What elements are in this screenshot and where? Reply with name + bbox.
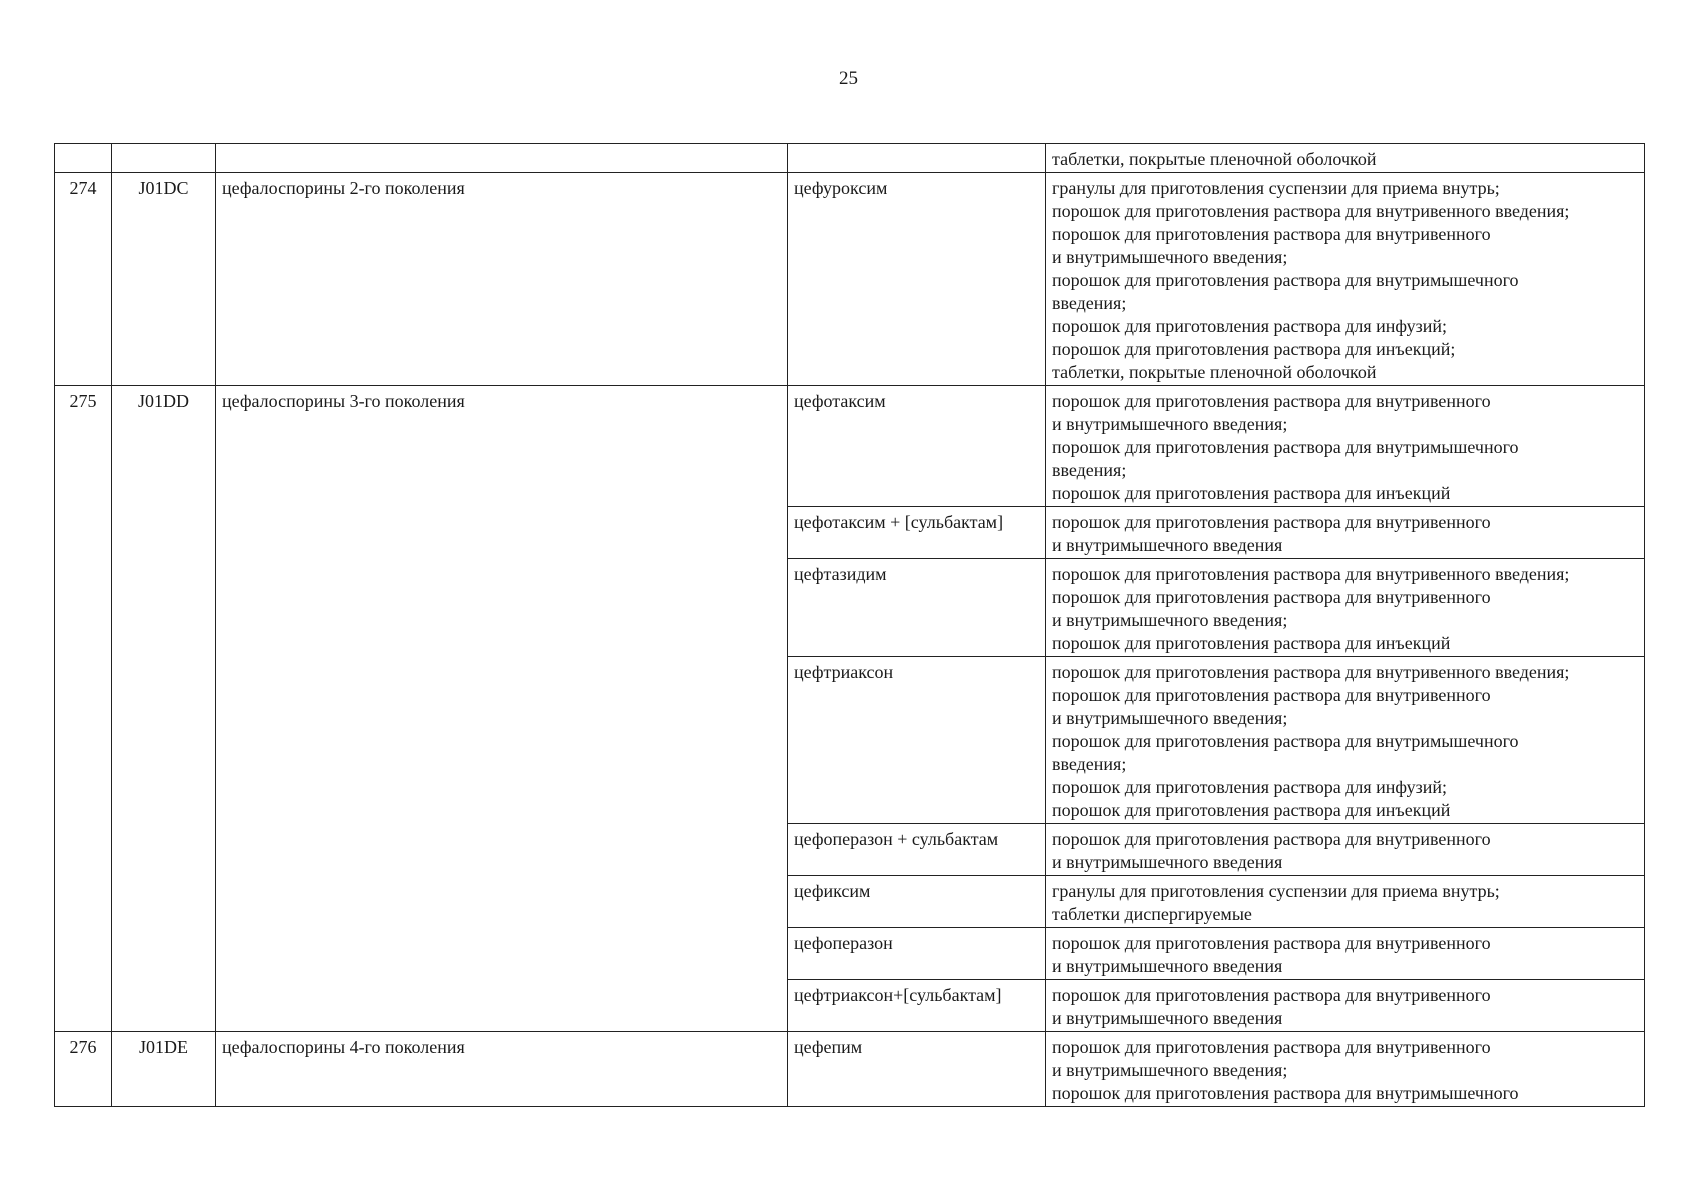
dosage-forms — [1046, 928, 1645, 980]
dosage-form-line: порошок для приготовления раствора для инфузий; — [1052, 777, 1448, 797]
row-number — [55, 144, 112, 173]
atc-code — [112, 144, 216, 173]
pharmacological-group: цефалоспорины 2-го поколения — [216, 173, 788, 386]
dosage-form-line: таблетки, покрытые пленочной оболочкой — [1052, 149, 1377, 169]
drug-name: цефуроксим — [788, 173, 1046, 386]
row-number: 274 — [55, 173, 112, 386]
dosage-form-line: порошок для приготовления раствора для внутривенного — [1052, 1037, 1491, 1057]
dosage-form-line: порошок для приготовления раствора для инъекций — [1052, 800, 1451, 820]
drug-table — [54, 143, 1645, 1107]
drug-name: цефоперазон + сульбактам — [788, 824, 1046, 876]
drug-name: цефотаксим — [788, 386, 1046, 507]
dosage-forms — [1046, 173, 1645, 386]
dosage-form-line: и внутримышечного введения — [1052, 1008, 1283, 1028]
pharmacological-group: цефалоспорины 4-го поколения — [216, 1032, 788, 1107]
dosage-form-line: порошок для приготовления раствора для инъекций — [1052, 483, 1451, 503]
drug-name: цефтазидим — [788, 559, 1046, 657]
table-row — [55, 144, 1645, 173]
dosage-form-line: и внутримышечного введения; — [1052, 708, 1288, 728]
dosage-form-line: порошок для приготовления раствора для внутривенного — [1052, 685, 1491, 705]
drug-name: цефоперазон — [788, 928, 1046, 980]
dosage-form-line: порошок для приготовления раствора для внутримышечного — [1052, 1083, 1519, 1103]
drug-name: цефепим — [788, 1032, 1046, 1107]
dosage-form-line: гранулы для приготовления суспензии для приема внутрь; — [1052, 881, 1500, 901]
dosage-form-line: и внутримышечного введения — [1052, 852, 1283, 872]
dosage-forms — [1046, 876, 1645, 928]
table-row — [55, 1032, 1645, 1107]
atc-code: J01DE — [112, 1032, 216, 1107]
dosage-form-line: таблетки диспергируемые — [1052, 904, 1252, 924]
dosage-form-line: порошок для приготовления раствора для внутримышечного — [1052, 731, 1519, 751]
dosage-form-line: порошок для приготовления раствора для внутривенного — [1052, 224, 1491, 244]
dosage-form-line: порошок для приготовления раствора для внутримышечного — [1052, 270, 1519, 290]
dosage-form-line: порошок для приготовления раствора для инъекций; — [1052, 339, 1456, 359]
page-number: 25 — [839, 68, 858, 89]
row-number: 275 — [55, 386, 112, 1032]
dosage-forms — [1046, 1032, 1645, 1107]
pharmacological-group: цефалоспорины 3-го поколения — [216, 386, 788, 1032]
dosage-form-line: порошок для приготовления раствора для инъекций — [1052, 633, 1451, 653]
row-number: 276 — [55, 1032, 112, 1107]
pharmacological-group — [216, 144, 788, 173]
atc-code: J01DD — [112, 386, 216, 1032]
dosage-form-line: порошок для приготовления раствора для внутривенного — [1052, 933, 1491, 953]
drug-name: цефотаксим + [сульбактам] — [788, 507, 1046, 559]
dosage-form-line: порошок для приготовления раствора для внутривенного введения; — [1052, 662, 1570, 682]
drug-name — [788, 144, 1046, 173]
dosage-form-line: порошок для приготовления раствора для инфузий; — [1052, 316, 1448, 336]
dosage-forms — [1046, 657, 1645, 824]
dosage-form-line: порошок для приготовления раствора для внутривенного введения; — [1052, 564, 1570, 584]
dosage-forms — [1046, 144, 1645, 173]
dosage-forms — [1046, 386, 1645, 507]
drug-name: цефтриаксон — [788, 657, 1046, 824]
dosage-form-line: введения; — [1052, 754, 1127, 774]
dosage-form-line: порошок для приготовления раствора для внутривенного — [1052, 512, 1491, 532]
dosage-forms — [1046, 559, 1645, 657]
dosage-form-line: введения; — [1052, 293, 1127, 313]
atc-code: J01DC — [112, 173, 216, 386]
dosage-form-line: порошок для приготовления раствора для внутривенного — [1052, 985, 1491, 1005]
dosage-form-line: порошок для приготовления раствора для внутривенного введения; — [1052, 201, 1570, 221]
drug-name: цефиксим — [788, 876, 1046, 928]
drug-name: цефтриаксон+[сульбактам] — [788, 980, 1046, 1032]
dosage-form-line: и внутримышечного введения; — [1052, 247, 1288, 267]
dosage-form-line: порошок для приготовления раствора для внутривенного — [1052, 391, 1491, 411]
dosage-form-line: и внутримышечного введения — [1052, 956, 1283, 976]
dosage-forms — [1046, 507, 1645, 559]
dosage-form-line: и внутримышечного введения; — [1052, 610, 1288, 630]
dosage-form-line: введения; — [1052, 460, 1127, 480]
dosage-form-line: порошок для приготовления раствора для внутривенного — [1052, 587, 1491, 607]
dosage-form-line: и внутримышечного введения; — [1052, 414, 1288, 434]
dosage-form-line: и внутримышечного введения; — [1052, 1060, 1288, 1080]
dosage-form-line: и внутримышечного введения — [1052, 535, 1283, 555]
table-row — [55, 173, 1645, 386]
dosage-forms — [1046, 980, 1645, 1032]
dosage-form-line: порошок для приготовления раствора для внутривенного — [1052, 829, 1491, 849]
dosage-form-line: таблетки, покрытые пленочной оболочкой — [1052, 362, 1377, 382]
dosage-form-line: гранулы для приготовления суспензии для приема внутрь; — [1052, 178, 1500, 198]
table-row — [55, 386, 1645, 507]
dosage-form-line: порошок для приготовления раствора для внутримышечного — [1052, 437, 1519, 457]
dosage-forms — [1046, 824, 1645, 876]
